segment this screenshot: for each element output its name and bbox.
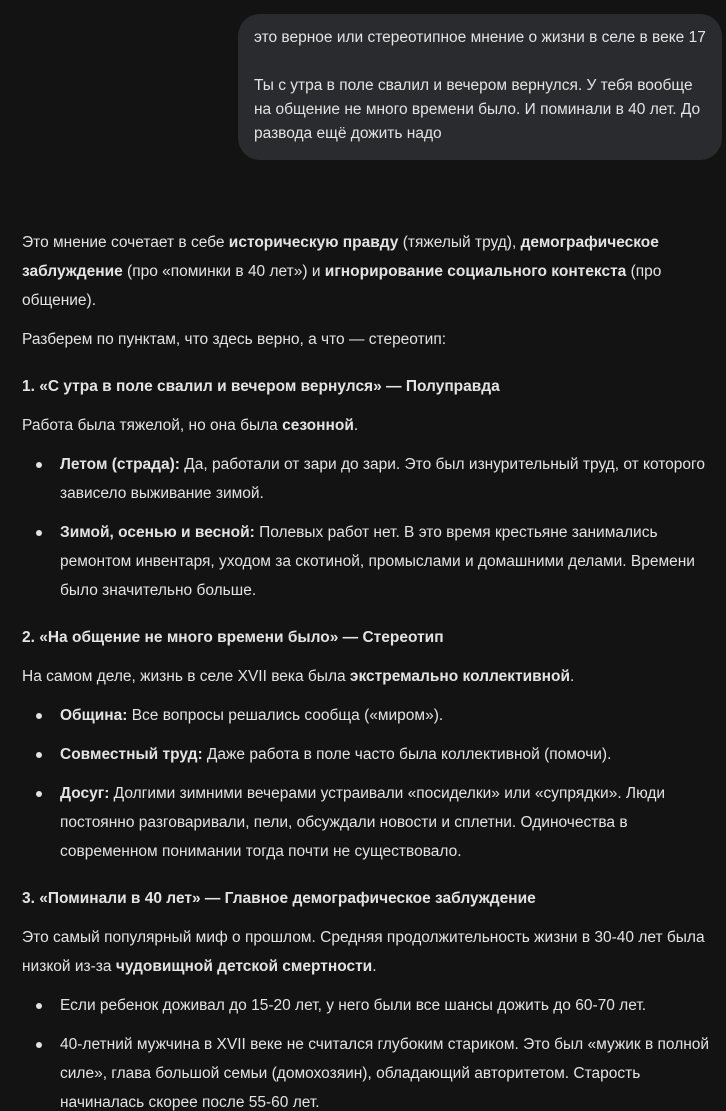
response-intro: Это мнение сочетает в себе историческую правду (тяжелый труд), демографическое заблуждение (про «поминки в 40 лет») и игнорирование социального контекста (про общение). xyxy=(22,234,662,309)
assistant-response xyxy=(22,228,712,1111)
bullet-list xyxy=(22,701,712,866)
section-heading: 3. «Поминали в 40 лет» — Главное демографическое заблуждение xyxy=(22,890,536,907)
list-item: Зимой, осенью и весной: Полевых работ нет. В это время крестьяне занимались ремонтом инвентаря, уходом за скотиной, промыслами и домашними делами. Времени было значительно больше. xyxy=(22,518,712,605)
user-message-bubble xyxy=(238,14,722,160)
section-text: На самом деле, жизнь в селе XVII века была экстремально коллективной. xyxy=(22,668,575,685)
section-heading: 2. «На общение не много времени было» — Стереотип xyxy=(22,629,444,646)
bullet-list xyxy=(22,450,712,605)
list-item: 40-летний мужчина в XVII веке не считался глубоким стариком. Это был «мужик в полной силе», глава большой семьи (домохозяин), обладающий авторитетом. Старость начиналась скорее после 55-60 лет. xyxy=(22,1030,712,1111)
list-item: Община: Все вопросы решались сообща («миром»). xyxy=(22,701,712,730)
list-item: Летом (страда): Да, работали от зари до зари. Это был изнурительный труд, от которого зависело выживание зимой. xyxy=(22,450,712,508)
bullet-list xyxy=(22,991,712,1111)
section-text: Работа была тяжелой, но она была сезонной. xyxy=(22,417,359,434)
section-heading: 1. «С утра в поле свалил и вечером вернулся» — Полуправда xyxy=(22,378,500,395)
list-item: Если ребенок доживал до 15-20 лет, у него были все шансы дожить до 60-70 лет. xyxy=(22,991,712,1020)
response-lead: Разберем по пунктам, что здесь верно, а что — стереотип: xyxy=(22,331,447,348)
user-message-paragraph: Ты с утра в поле свалил и вечером вернулся. У тебя вообще на общение не много времени было. И поминали в 40 лет. До развода ещё дожить надо xyxy=(254,77,701,142)
user-message-paragraph: это верное или стереотипное мнение о жизни в селе в веке 17 xyxy=(254,29,706,46)
list-item: Досуг: Долгими зимними вечерами устраивали «посиделки» или «супрядки». Люди постоянно разговаривали, пели, обсуждали новости и сплетни. Одиночества в современном понимании тогда почти не существовало. xyxy=(22,779,712,866)
section-text: Это самый популярный миф о прошлом. Средняя продолжительность жизни в 30-40 лет была низкой из-за чудовищной детской смертности. xyxy=(22,929,705,975)
list-item: Совместный труд: Даже работа в поле часто была коллективной (помочи). xyxy=(22,740,712,769)
